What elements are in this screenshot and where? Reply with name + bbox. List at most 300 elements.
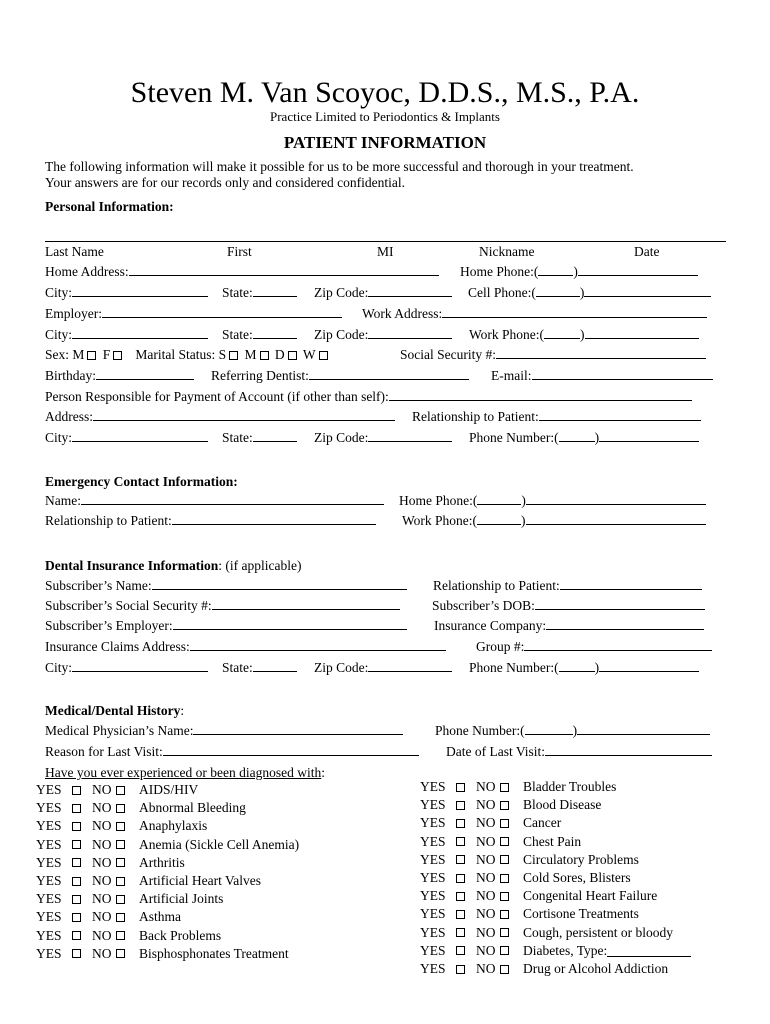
no-checkbox[interactable] [500,928,509,937]
subscriber-name-field[interactable] [152,578,407,590]
history-item-row [420,796,691,814]
condition-label: AIDS/HIV [139,782,199,797]
insurance-section-title [45,558,301,574]
yes-checkbox[interactable] [456,819,465,828]
yes-label: YES [420,870,446,886]
home-phone-field[interactable] [578,264,698,276]
no-label: NO [476,797,496,813]
yes-option [36,854,72,872]
insurance-company-label: Insurance Company: [434,618,547,633]
reason-field[interactable] [163,744,419,756]
insurance-phone-row [469,660,699,676]
no-checkbox[interactable] [116,895,125,904]
history-item-row [420,851,691,869]
no-checkbox[interactable] [116,877,125,886]
yes-label: YES [420,961,446,977]
subscriber-dob-label: Subscriber’s DOB: [432,598,535,613]
yes-label: YES [36,927,62,943]
emergency-home-phone-area-field[interactable] [477,493,521,505]
zip-label: Zip Code: [314,430,369,445]
work-address-field[interactable] [442,306,707,318]
marital-s-checkbox[interactable] [229,351,238,360]
responsible-row [45,389,692,405]
no-checkbox[interactable] [116,931,125,940]
condition-label: Circulatory Problems [523,851,639,867]
cell-phone-label: Cell Phone:( [468,285,536,300]
marital-d-label: D [274,347,285,362]
yes-checkbox[interactable] [72,822,81,831]
yes-option [420,887,456,905]
subscriber-dob-field[interactable] [535,598,705,610]
employer-row [45,306,342,322]
sex-label: Sex: M [45,347,85,362]
insurance-state-field[interactable] [253,660,297,672]
payer-city-field[interactable] [72,430,208,442]
no-label: NO [92,891,112,907]
claims-address-field[interactable] [190,639,446,651]
yes-option [420,960,456,978]
work-zip-field[interactable] [368,327,452,339]
state-row-3 [222,430,297,446]
subscriber-employer-field[interactable] [173,618,407,630]
subscriber-employer-row [45,618,407,634]
payer-address-row [45,409,395,425]
yes-option [36,927,72,945]
yes-checkbox[interactable] [456,874,465,883]
sex-f-label: F [102,347,111,362]
yes-checkbox[interactable] [456,910,465,919]
condition-label: Abnormal Bleeding [139,800,246,816]
condition-label: Diabetes, Type: [523,942,608,958]
insurance-phone-area-field[interactable] [559,660,595,672]
payer-state-field[interactable] [253,430,297,442]
marital-m-checkbox[interactable] [260,351,269,360]
no-checkbox[interactable] [500,837,509,846]
history-item-row [420,905,691,923]
yes-option [36,781,72,799]
marital-m-label: M [244,347,257,362]
yes-label: YES [36,945,62,961]
condition-label: Artificial Joints [139,891,224,907]
history-item-row [420,942,691,960]
yes-checkbox[interactable] [72,786,81,795]
yes-option [420,942,456,960]
ssn-label: Social Security #: [400,347,496,362]
city-row-1 [45,285,208,301]
yes-label: YES [36,891,62,907]
condition-label: Anaphylaxis [139,818,208,834]
no-checkbox[interactable] [116,786,125,795]
diabetes-type-field[interactable] [607,945,691,957]
insurance-city-field[interactable] [72,660,208,672]
emergency-name-row [45,493,384,509]
history-item-row [36,927,299,945]
yes-label: YES [36,818,62,834]
question-label: Have you ever experienced or been diagnosed with [45,765,322,780]
no-label: NO [92,800,112,816]
group-label: Group #: [476,639,525,654]
yes-option [36,817,72,835]
no-label: NO [476,924,496,940]
paren-close: ) [580,327,585,342]
city-row-2 [45,327,208,343]
insurance-phone-label: Phone Number:( [469,660,559,675]
subscriber-ssn-label: Subscriber’s Social Security #: [45,598,212,613]
emergency-work-phone-field[interactable] [526,513,706,525]
yes-option [36,799,72,817]
state-label: State: [222,430,253,445]
yes-checkbox[interactable] [456,965,465,974]
insurance-company-field[interactable] [546,618,704,630]
condition-label: Cortisone Treatments [523,906,639,922]
nickname-label: Nickname [479,244,535,259]
yes-option [420,833,456,851]
date-label: Date [634,244,660,259]
emergency-home-phone-field[interactable] [526,493,706,505]
birthday-row [45,368,194,384]
physician-phone-label: Phone Number:( [435,723,525,738]
physician-field[interactable] [193,723,403,735]
insurance-city-label: City: [45,660,73,675]
yes-label: YES [420,851,446,867]
yes-label: YES [36,836,62,852]
mi-label: MI [377,244,394,259]
physician-phone-field[interactable] [577,723,710,735]
ssn-field[interactable] [496,347,706,359]
emergency-name-field[interactable] [81,493,384,505]
history-item-row [420,778,691,796]
no-label: NO [92,836,112,852]
yes-checkbox[interactable] [72,913,81,922]
condition-label: Anemia (Sickle Cell Anemia) [139,836,300,852]
work-phone-area-field[interactable] [544,327,580,339]
yes-checkbox[interactable] [456,855,465,864]
insurance-city-row [45,660,208,676]
no-label: NO [476,815,496,831]
zip-label: Zip Code: [314,327,369,342]
emergency-work-phone-label: Work Phone:( [402,513,478,528]
paren-close: ) [579,285,585,300]
no-label: NO [92,927,112,943]
home-address-field[interactable] [129,264,439,276]
no-label: NO [92,909,112,925]
email-row [491,368,713,384]
emergency-relationship-label: Relationship to Patient: [45,513,172,528]
emergency-work-phone-row [402,513,706,529]
group-row [476,639,712,655]
history-title-text: Medical/Dental History [45,703,181,718]
insurance-zip-row [314,660,452,676]
history-right-list [420,778,691,978]
state-row-2 [222,327,297,343]
referring-label: Referring Dentist: [211,368,309,383]
form-heading: PATIENT INFORMATION [283,133,487,152]
history-item-row [420,833,691,851]
physician-phone-area-field[interactable] [525,723,573,735]
last-visit-row [446,744,712,760]
name-line[interactable] [45,241,726,242]
birthday-field[interactable] [96,368,194,380]
yes-label: YES [420,924,446,940]
subscriber-relationship-row [433,578,702,594]
payer-phone-row [469,430,699,446]
no-checkbox[interactable] [500,801,509,810]
marital-w-label: W [302,347,316,362]
condition-label: Chest Pain [523,833,582,849]
no-checkbox[interactable] [116,822,125,831]
state-label: State: [222,285,253,300]
yes-label: YES [420,779,446,794]
condition-label: Arthritis [139,854,185,870]
responsible-field[interactable] [389,389,692,401]
yes-checkbox[interactable] [72,931,81,940]
insurance-zip-label: Zip Code: [314,660,369,675]
no-label: NO [476,888,496,904]
subscriber-employer-label: Subscriber’s Employer: [45,618,173,633]
no-label: NO [476,961,496,977]
no-label: NO [476,851,496,867]
birthday-label: Birthday: [45,368,96,383]
marital-d-checkbox[interactable] [288,351,297,360]
history-section-title [45,703,184,719]
city-label: City: [45,430,73,445]
city-row-3 [45,430,208,446]
ssn-row [400,347,706,363]
insurance-company-row [434,618,704,634]
emergency-home-phone-label: Home Phone:( [399,493,478,508]
last-visit-label: Date of Last Visit: [446,744,546,759]
payer-relationship-field[interactable] [539,409,701,421]
last-visit-field[interactable] [545,744,712,756]
no-label: NO [92,854,112,870]
no-label: NO [92,945,112,961]
yes-option [420,814,456,832]
history-item-row [36,836,299,854]
work-phone-field[interactable] [585,327,699,339]
home-phone-label: Home Phone:( [460,264,539,279]
referring-field[interactable] [309,368,469,380]
history-item-row [420,960,691,978]
condition-label: Asthma [139,909,181,925]
yes-checkbox[interactable] [456,928,465,937]
condition-label: Blood Disease [523,797,602,813]
zip-row-3 [314,430,452,446]
paren-close: ) [572,723,578,738]
emergency-relationship-row [45,513,376,529]
insurance-title-text: Dental Insurance Information [45,558,219,573]
no-checkbox[interactable] [500,910,509,919]
subscriber-ssn-row [45,598,400,614]
yes-label: YES [420,833,446,849]
yes-option [36,836,72,854]
sex-marital-row [45,347,331,363]
yes-label: YES [36,854,62,870]
history-item-row [36,854,299,872]
address-label: Address: [45,409,93,424]
yes-option [420,869,456,887]
insurance-state-label: State: [222,660,253,675]
yes-checkbox[interactable] [72,877,81,886]
email-field[interactable] [532,368,713,380]
yes-option [420,905,456,923]
condition-label: Drug or Alcohol Addiction [523,961,669,977]
history-item-row [420,924,691,942]
sex-m-checkbox[interactable] [87,351,96,360]
yes-checkbox[interactable] [456,837,465,846]
no-checkbox[interactable] [500,783,509,792]
subscriber-relationship-field[interactable] [560,578,702,590]
subscriber-name-row [45,578,407,594]
no-checkbox[interactable] [500,874,509,883]
physician-label: Medical Physician’s Name: [45,723,194,738]
no-checkbox[interactable] [500,892,509,901]
employer-label: Employer: [45,306,102,321]
state-field[interactable] [253,285,297,297]
no-label: NO [92,873,112,889]
work-state-field[interactable] [253,327,297,339]
paren-close: ) [521,493,526,508]
emergency-relationship-field[interactable] [172,513,376,525]
physician-row [45,723,403,739]
history-item-row [420,869,691,887]
emergency-home-phone-row [399,493,706,509]
no-label: NO [92,818,112,834]
no-checkbox[interactable] [500,855,509,864]
no-checkbox[interactable] [116,858,125,867]
history-item-row [36,781,299,799]
work-phone-row [469,327,699,343]
marital-label: Marital Status: S [135,347,227,362]
city-field[interactable] [72,285,208,297]
yes-option [36,890,72,908]
marital-w-checkbox[interactable] [319,351,328,360]
yes-checkbox[interactable] [456,892,465,901]
zip-field[interactable] [368,285,452,297]
no-label: NO [476,906,496,922]
yes-label: YES [36,782,62,797]
personal-section-title: Personal Information: [45,199,174,214]
work-city-field[interactable] [72,327,208,339]
emergency-section-title: Emergency Contact Information: [45,474,238,489]
yes-option [420,778,456,796]
yes-checkbox[interactable] [72,895,81,904]
referring-row [211,368,469,384]
subscriber-name-label: Subscriber’s Name: [45,578,152,593]
work-phone-label: Work Phone:( [469,327,545,342]
question-colon: : [321,765,326,780]
yes-option [36,945,72,963]
work-address-row [362,306,707,322]
zip-row-2 [314,327,452,343]
no-label: NO [476,870,496,886]
condition-label: Artificial Heart Valves [139,873,261,889]
yes-checkbox[interactable] [72,949,81,958]
intro-line-2: Your answers are for our records only and considered confidential. [45,175,406,190]
yes-checkbox[interactable] [72,858,81,867]
paren-close: ) [573,264,578,279]
yes-label: YES [36,909,62,925]
payer-phone-area-field[interactable] [559,430,595,442]
state-label: State: [222,327,253,342]
history-item-row [420,814,691,832]
yes-label: YES [420,888,446,904]
last-name-label: Last Name [45,244,104,259]
cell-phone-field[interactable] [584,285,711,297]
no-checkbox[interactable] [116,949,125,958]
paren-close: ) [521,513,526,528]
subscriber-ssn-field[interactable] [212,598,400,610]
yes-checkbox[interactable] [456,783,465,792]
sex-f-checkbox[interactable] [113,351,122,360]
yes-option [420,851,456,869]
yes-checkbox[interactable] [72,840,81,849]
insurance-zip-field[interactable] [368,660,452,672]
zip-label: Zip Code: [314,285,369,300]
intro-text [45,159,735,191]
subscriber-dob-row [432,598,705,614]
no-checkbox[interactable] [500,819,509,828]
city-label: City: [45,285,73,300]
employer-field[interactable] [102,306,342,318]
yes-label: YES [420,906,446,922]
emergency-name-label: Name: [45,493,81,508]
yes-label: YES [36,800,62,816]
no-checkbox[interactable] [116,913,125,922]
yes-checkbox[interactable] [456,801,465,810]
cell-phone-area-field[interactable] [536,285,580,297]
insurance-phone-field[interactable] [599,660,699,672]
condition-label: Bladder Troubles [523,779,617,794]
payer-phone-field[interactable] [599,430,699,442]
history-colon: : [180,703,185,718]
condition-label: Bisphosphonates Treatment [139,945,289,961]
yes-checkbox[interactable] [456,946,465,955]
yes-option [36,908,72,926]
no-checkbox[interactable] [500,946,509,955]
relationship-label: Relationship to Patient: [412,409,539,424]
payer-zip-field[interactable] [368,430,452,442]
paren-close: ) [594,660,600,675]
reason-label: Reason for Last Visit: [45,744,163,759]
email-label: E-mail: [491,368,532,383]
home-phone-row [460,264,698,280]
no-checkbox[interactable] [500,965,509,974]
no-checkbox[interactable] [116,840,125,849]
insurance-note: : (if applicable) [218,558,302,573]
history-item-row [36,890,299,908]
home-phone-area-field[interactable] [538,264,573,276]
yes-checkbox[interactable] [72,804,81,813]
no-checkbox[interactable] [116,804,125,813]
payer-relationship-row [412,409,701,425]
group-field[interactable] [524,639,712,651]
home-address-label: Home Address: [45,264,129,279]
no-label: NO [476,779,496,794]
insurance-state-row [222,660,297,676]
work-address-label: Work Address: [362,306,443,321]
emergency-work-phone-area-field[interactable] [477,513,521,525]
yes-option [420,924,456,942]
home-address-row [45,264,439,280]
condition-label: Cold Sores, Blisters [523,870,631,886]
payer-address-field[interactable] [93,409,395,421]
claims-address-row [45,639,446,655]
history-item-row [420,887,691,905]
zip-row-1 [314,285,452,301]
condition-label: Cancer [523,815,562,831]
yes-label: YES [420,942,446,958]
condition-label: Congenital Heart Failure [523,888,658,904]
